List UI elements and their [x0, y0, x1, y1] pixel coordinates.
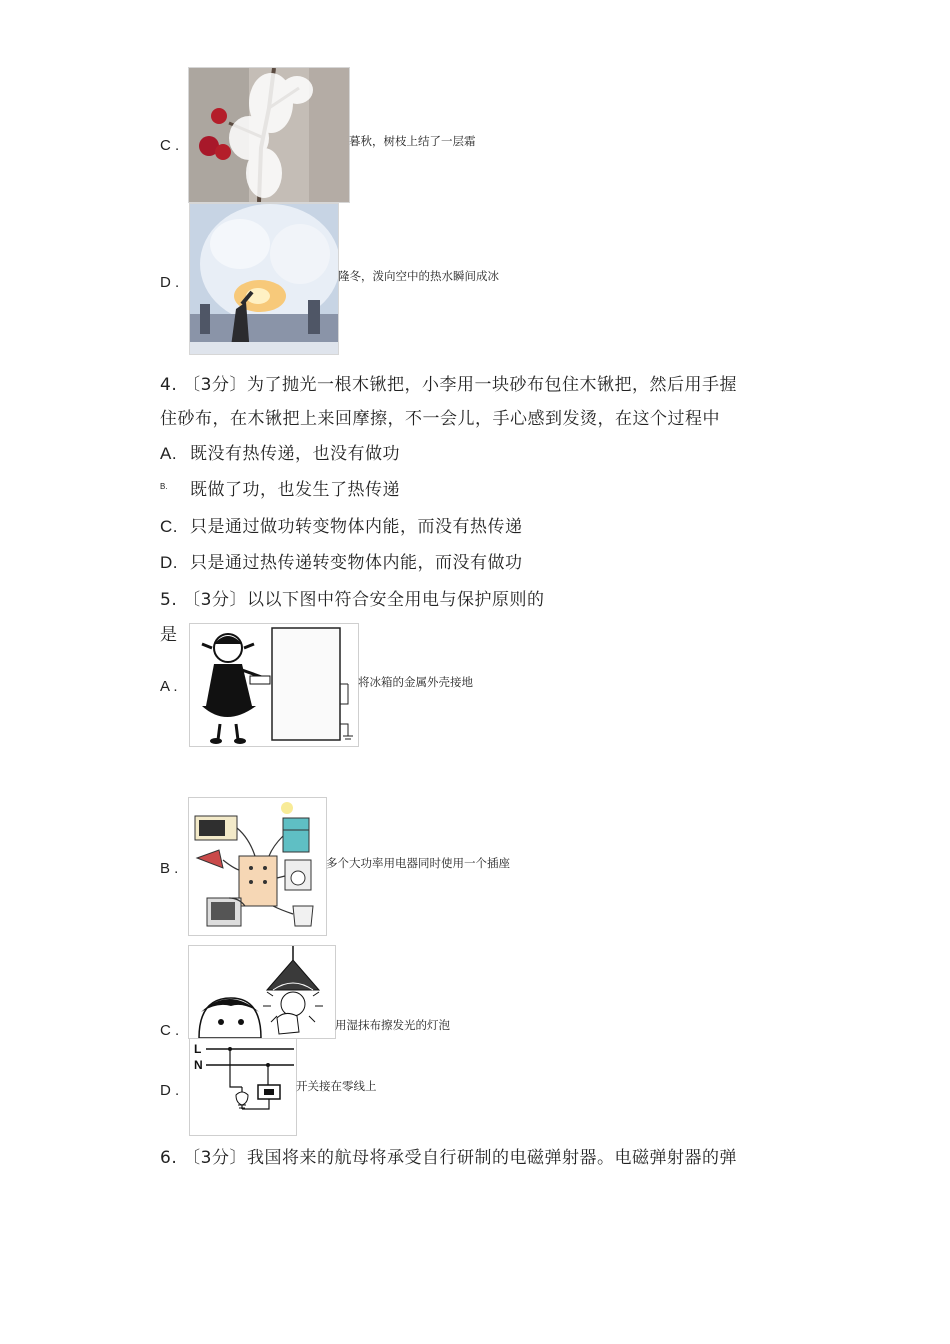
question-6-stem-line-1: 6. 〔3分〕我国将来的航母将承受自行研制的电磁弹射器。电磁弹射器的弹	[160, 1148, 737, 1168]
option-caption-d: 隆冬，泼向空中的热水瞬间成冰	[338, 269, 499, 283]
live-line-label: L	[194, 1042, 202, 1056]
option-letter-c: C .	[160, 137, 180, 154]
option-caption-c: 暮秋，树枝上结了一层霜	[349, 134, 476, 148]
q4-option-c-text[interactable]: 只是通过做功转变物体内能，而没有热传递	[190, 517, 523, 537]
q5-option-a-caption: 将冰箱的金属外壳接地	[358, 675, 473, 689]
question-4-stem-line-1: 4. 〔3分〕为了抛光一根木锹把，小李用一块砂布包住木锹把，然后用手握	[160, 375, 737, 395]
question-4-stem-line-2: 住砂布，在木锹把上来回摩擦，不一会儿，手心感到发烫，在这个过程中	[160, 409, 720, 429]
q5-option-b-caption: 多个大功率用电器同时使用一个插座	[326, 856, 510, 870]
overloaded-socket-image[interactable]	[188, 797, 327, 936]
question-5-stem-line-1: 5. 〔3分〕以以下图中符合安全用电与保护原则的	[160, 590, 545, 610]
q5-option-c-letter[interactable]: C .	[160, 1022, 180, 1039]
q4-option-c-letter[interactable]: C.	[160, 517, 178, 536]
q4-option-d-letter[interactable]: D.	[160, 553, 178, 572]
question-5-stem-line-2: 是	[160, 625, 178, 645]
wet-cloth-bulb-image[interactable]	[188, 945, 336, 1039]
q4-option-a-letter[interactable]: A.	[160, 444, 178, 463]
q5-option-d-letter[interactable]: D .	[160, 1082, 180, 1099]
q4-option-a-text[interactable]: 既没有热传递，也没有做功	[190, 444, 400, 464]
neutral-line-label: N	[194, 1058, 203, 1072]
q5-option-a-letter[interactable]: A .	[160, 678, 178, 695]
q4-option-b-text[interactable]: 既做了功，也发生了热传递	[190, 480, 400, 500]
q5-option-b-letter[interactable]: B .	[160, 860, 179, 877]
q4-option-b-letter[interactable]: B.	[160, 482, 168, 491]
switch-neutral-circuit-image[interactable]	[189, 1038, 297, 1136]
hot-water-ice-image	[189, 203, 339, 355]
q5-option-c-caption: 用湿抹布擦发光的灯泡	[335, 1018, 450, 1032]
q5-option-d-caption: 开关接在零线上	[296, 1079, 377, 1093]
frosted-branch-image	[188, 67, 350, 203]
option-letter-d: D .	[160, 274, 180, 291]
q4-option-d-text[interactable]: 只是通过热传递转变物体内能，而没有做功	[190, 553, 523, 573]
fridge-grounding-image[interactable]	[189, 623, 359, 747]
